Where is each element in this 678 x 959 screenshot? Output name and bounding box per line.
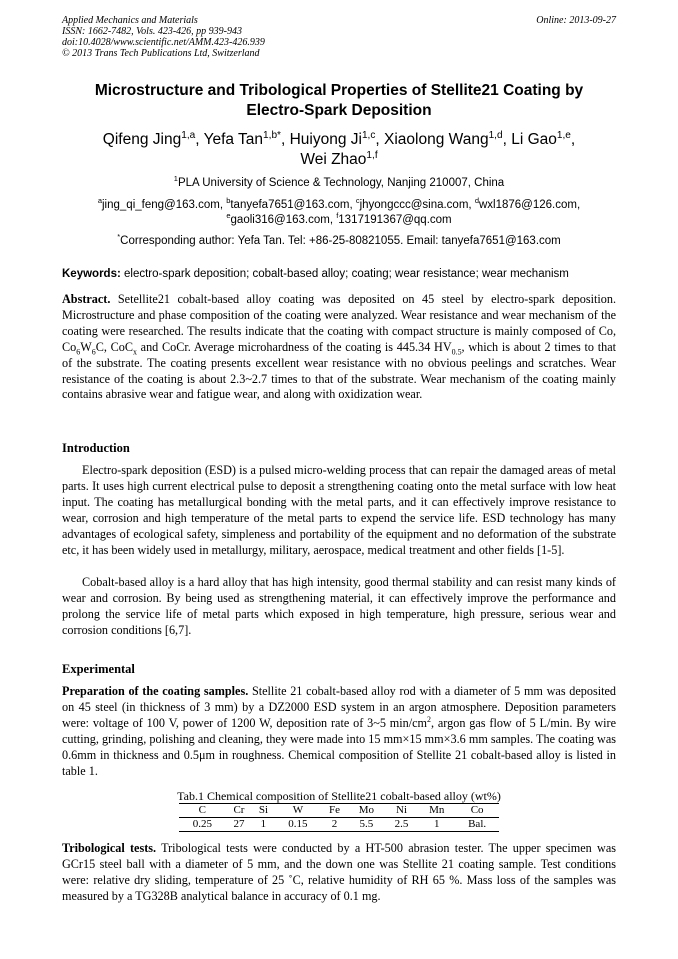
table-cell: Bal.: [455, 818, 499, 832]
table-cell: 0.15: [275, 818, 322, 832]
author-sup: 1,b*: [263, 129, 281, 141]
paper-title: [62, 81, 616, 121]
composition-table: [179, 803, 499, 832]
journal-name: Applied Mechanics and Materials: [62, 15, 198, 26]
table-header-cell: Fe: [321, 804, 348, 818]
abstract: [62, 292, 616, 403]
table-cell: 1: [252, 818, 274, 832]
author-list: [62, 130, 616, 170]
unit-sup: 2: [427, 714, 431, 724]
author-name: Wei Zhao: [300, 151, 367, 168]
preparation-paragraph: [62, 684, 616, 779]
table-cell: 27: [226, 818, 253, 832]
formula-sub: 6: [91, 347, 96, 357]
table-cell: 0.25: [179, 818, 226, 832]
email-link[interactable]: jhyongccc@sina.com: [359, 199, 469, 211]
email-list: [62, 198, 616, 228]
formula-sub: x: [132, 347, 137, 357]
table-header-cell: Mn: [418, 804, 455, 818]
table-cell: 1: [418, 818, 455, 832]
abstract-label: Abstract.: [62, 292, 111, 306]
affiliation: [62, 176, 616, 191]
email-sup: c: [355, 196, 360, 206]
experimental-heading: Experimental: [62, 662, 135, 676]
introduction-heading: Introduction: [62, 441, 130, 455]
abstract-text: Setellite21 cobalt-based alloy coating was deposited on 45 steel by electro-spark deposition. Microstructure and phase composition of the coating were analyzed. Wear resistance and wear mechanism of the coating were researched. The results indicate that the coating with compact structure is mainly composed of Co, Co: [62, 292, 617, 354]
author-name: Li Gao: [511, 131, 557, 148]
table-header-cell: Si: [252, 804, 274, 818]
formula-sub: 0.5: [451, 347, 462, 357]
author-name: Huiyong Ji: [289, 131, 362, 148]
author-sup: 1,d: [488, 129, 503, 141]
preparation-text: Stellite 21 cobalt-based alloy rod with a diameter of 5 mm was deposited on 45 steel (in thickness of 3 mm) by a DZ2000 ESD system in an argon atmosphere. Deposition parameters were: voltage of 100 V, power of 1200 W, deposition rate of 3~5 min/cm: [62, 684, 616, 730]
email-link[interactable]: 1317191367@qq.com: [338, 214, 452, 226]
author-sup: 1,c: [361, 129, 376, 141]
table-header-cell: C: [179, 804, 226, 818]
email-sup: b: [226, 196, 231, 206]
author-name: Xiaolong Wang: [384, 131, 489, 148]
email-link[interactable]: jing_qi_feng@163.com: [102, 199, 220, 211]
title-line-1: Microstructure and Tribological Properties of Stellite21 Coating by: [94, 82, 584, 99]
email-sup: a: [97, 196, 102, 206]
table-header-cell: W: [275, 804, 322, 818]
author-sup: 1,a: [181, 129, 196, 141]
copyright-line: © 2013 Trans Tech Publications Ltd, Switzerland: [62, 48, 260, 59]
affiliation-text: PLA University of Science & Technology, Nanjing 210007, China: [177, 177, 505, 189]
table-row: [179, 818, 499, 832]
table-cell: 2.5: [385, 818, 418, 832]
table-header-cell: Ni: [385, 804, 418, 818]
journal-header: [62, 15, 265, 59]
keywords: [62, 268, 616, 280]
email-sup: e: [226, 211, 231, 221]
formula-sub: 6: [76, 347, 81, 357]
introduction-paragraph-2: Cobalt-based alloy is a hard alloy that has high intensity, good thermal stability and can resist many kinds of wear and corrosion. By being used as strengthening material, it can effectively improve the performance and prolong the service life of metal parts which exposed in high temperature, high pressure, serious wear and corrosion conditions [6,7].: [62, 575, 616, 637]
author-sup: 1,f: [366, 149, 378, 161]
table-cell: 2: [321, 818, 348, 832]
author-name: Yefa Tan: [203, 131, 264, 148]
preparation-label: Preparation of the coating samples.: [62, 684, 249, 698]
table-header-cell: Mo: [348, 804, 385, 818]
issn-line: ISSN: 1662-7482, Vols. 423-426, pp 939-943: [62, 26, 242, 37]
tribological-paragraph: [62, 841, 616, 905]
abstract-text: , which is about 2 times to that of the substrate. The coating presents excellent wear resistance with no obvious peelings and scratches. Wear resistance of the coating is about 2.3~2.7 times to that of the substrate. Wear mechanism of the coating mainly contains abrasive wear and fatigue wear, and along with oxidization wear.: [62, 339, 617, 402]
authors-line-2: [62, 150, 616, 170]
abstract-text: W: [80, 339, 92, 354]
preparation-text: , argon gas flow of 5 L/min. By wire cutting, grinding, polishing and cleaning, they were made into 15 mm×15 mm×3.6 mm samples. The coating was 0.6mm in thickness and 0.5μm in roughness. Chemical composition of Stellite 21 cobalt-based alloy is listed in table 1.: [62, 715, 616, 778]
corresponding-author: [62, 234, 616, 249]
authors-line-1: Qifeng Jing$^{1,a}$, Yefa Tan$^{1,b*}$, Huiyong Ji$^{1,c}$, Xiaolong Wang$^{1,d}$, Li Gao$^{1,e}$,: [102, 129, 576, 148]
corresponding-sup: *: [117, 232, 121, 242]
tribological-text: Tribological tests were conducted by a HT-500 abrasion tester. The upper specimen was GCr15 steel ball with a diameter of 5 mm, and the down one was Stellite 21 coating sample. Test conditions were: relative dry sliding, temperature of 25 ˚C, relative humidity of RH 65 %. Mass loss of the samples was measured by a TG328B analytical balance in accuracy of 0.1 mg.: [62, 841, 616, 903]
abstract-text: C, CoC: [95, 339, 133, 354]
introduction-paragraph-1: Electro-spark deposition (ESD) is a pulsed micro-welding process that can repair the damaged areas of metal parts. It uses high current electrical pulse to deposit a strengthening coating onto the metal surface with low heat input. The coating has metallurgical bonding with the metal parts, and it can effectively improve resistance to wear, corrosion and high temperature of the metal parts to expend the service life. ESD technology has many advantages of ecological safety, simpleness and portability of the equipment and no deformation of the substrate etc, it has been widely used in metallurgy, military, aerospace, medical treatment and other fields [1-5].: [62, 463, 616, 557]
emails-line-1: $^a$jing_qi_feng@163.com, $^b$tanyefa7651@163.com, $^c$jhyongccc@sina.com, $^d$wxl1876@126.com,: [97, 196, 581, 211]
emails-line-2: $^e$gaoli316@163.com, $^f$1317191367@qq.com: [226, 211, 452, 226]
author-name: Qifeng Jing: [102, 131, 182, 148]
keywords-text: electro-spark deposition; cobalt-based alloy; coating; wear resistance; wear mechanism: [124, 268, 569, 280]
table-header-row: [179, 804, 499, 818]
email-sup: f: [336, 211, 339, 221]
online-date: Online: 2013-09-27: [536, 15, 616, 26]
title-line-2: Electro-Spark Deposition: [246, 102, 432, 119]
table-cell: 5.5: [348, 818, 385, 832]
affiliation-sup: 1: [173, 174, 178, 184]
email-link[interactable]: tanyefa7651@163.com: [230, 199, 350, 211]
abstract-text: and CoCr. Average microhardness of the coating is 445.34 HV: [136, 339, 452, 354]
doi-line: doi:10.4028/www.scientific.net/AMM.423-426.939: [62, 37, 265, 48]
table-header-cell: Cr: [226, 804, 253, 818]
table-header-cell: Co: [455, 804, 499, 818]
author-sup: 1,e: [556, 129, 571, 141]
email-link[interactable]: gaoli316@163.com: [230, 214, 330, 226]
tribological-label: Tribological tests.: [62, 841, 157, 855]
corresponding-text: Corresponding author: Yefa Tan. Tel: +86-25-80821055. Email: tanyefa7651@163.com: [120, 235, 561, 247]
table-caption: Tab.1 Chemical composition of Stellite21 cobalt-based alloy (wt%): [177, 789, 501, 803]
email-sup: d: [474, 196, 479, 206]
keywords-label: Keywords:: [62, 268, 121, 280]
email-link[interactable]: wxl1876@126.com: [478, 199, 577, 211]
